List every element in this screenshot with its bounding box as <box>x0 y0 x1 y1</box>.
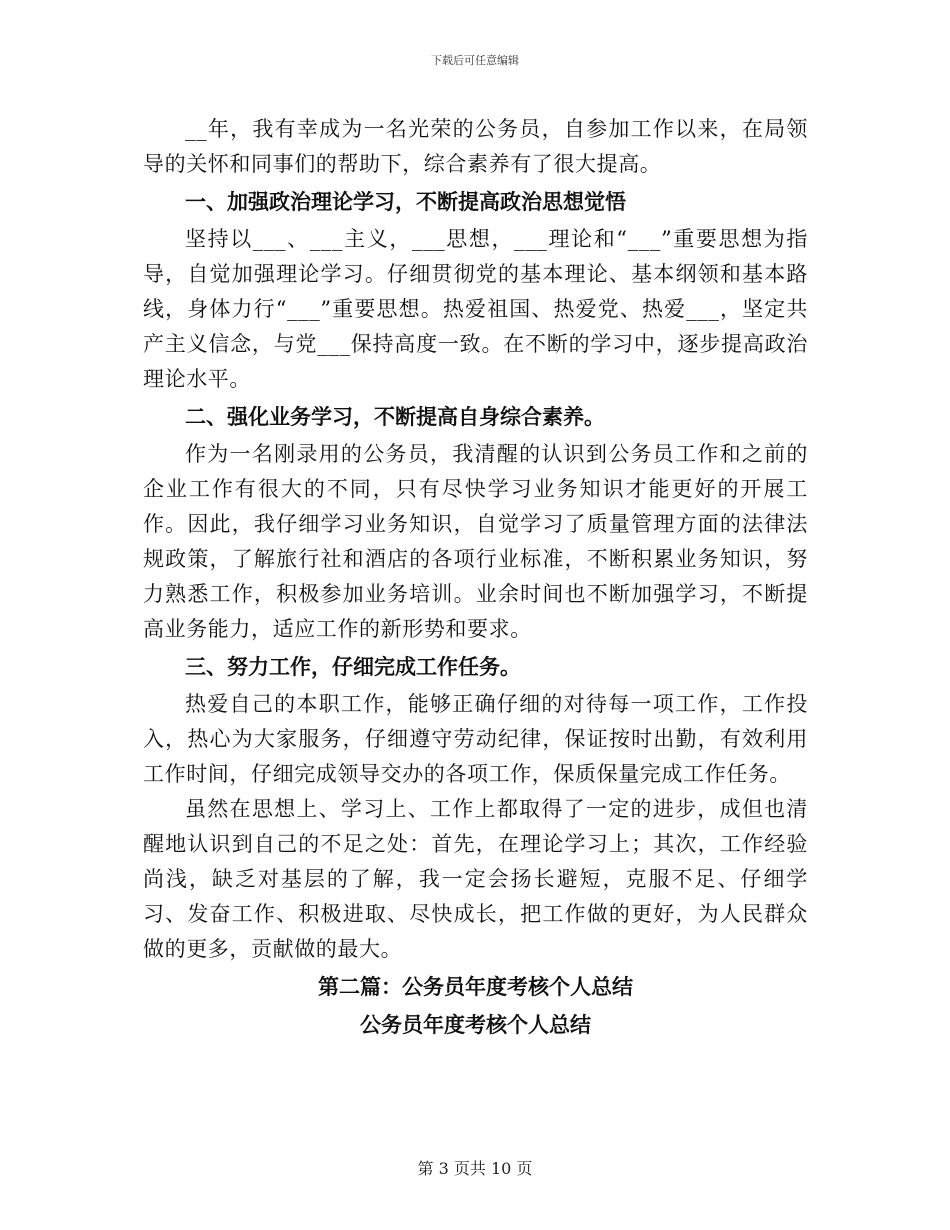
paragraph-3: 热爱自己的本职工作，能够正确仔细的对待每一项工作，工作投入，热心为大家服务，仔细遵守劳动纪律，保证按时出勤，有效利用工作时间，仔细完成领导交办的各项工作，保质保量完成工作任务。 <box>143 692 808 786</box>
section-title: 第二篇：公务员年度考核个人总结 <box>318 974 633 999</box>
section-heading-2: 二、强化业务学习，不断提高自身综合素养。 <box>185 404 605 429</box>
section-heading-1: 一、加强政治理论学习，不断提高政治思想觉悟 <box>185 189 626 214</box>
paragraph-2: 作为一名刚录用的公务员，我清醒的认识到公务员工作和之前的企业工作有很大的不同，只有尽快学习业务知识才能更好的开展工作。因此，我仔细学习业务知识，自觉学习了质量管理方面的法律法规政策，了解旅行社和酒店的各项行业标准，不断积累业务知识，努力熟悉工作，积极参加业务培训。业余时间也不断加强学习，不断提高业务能力，适应工作的新形势和要求。 <box>143 442 808 641</box>
paragraph-1: 坚持以___、___主义，___思想，___理论和“___”重要思想为指导，自觉加强理论学习。仔细贯彻党的基本理论、基本纲领和基本路线，身体力行“___”重要思想。热爱祖国、热爱党、热爱___，坚定共产主义信念，与党___保持高度一致。在不断的学习中，逐步提高政治理论水平。 <box>143 227 808 391</box>
section-heading-3: 三、努力工作，仔细完成工作任务。 <box>185 654 521 679</box>
document-body <box>143 112 808 1045</box>
paragraph-4: 虽然在思想上、学习上、工作上都取得了一定的进步，成但也清醒地认识到自己的不足之处：首先，在理论学习上；其次，工作经验尚浅，缺乏对基层的了解，我一定会扬长避短，克服不足、仔细学习、发奋工作、积极进取、尽快成长，把工作做的更好，为人民群众做的更多，贡献做的最大。 <box>143 797 808 961</box>
page-footer: 第 3 页共 10 页 <box>417 1159 533 1178</box>
intro-paragraph: __年，我有幸成为一名光荣的公务员，自参加工作以来，在局领导的关怀和同事们的帮助下，综合素养有了很大提高。 <box>143 117 808 176</box>
header-note: 下载后可任意编辑 <box>431 54 519 67</box>
document-title: 公务员年度考核个人总结 <box>360 1012 591 1037</box>
